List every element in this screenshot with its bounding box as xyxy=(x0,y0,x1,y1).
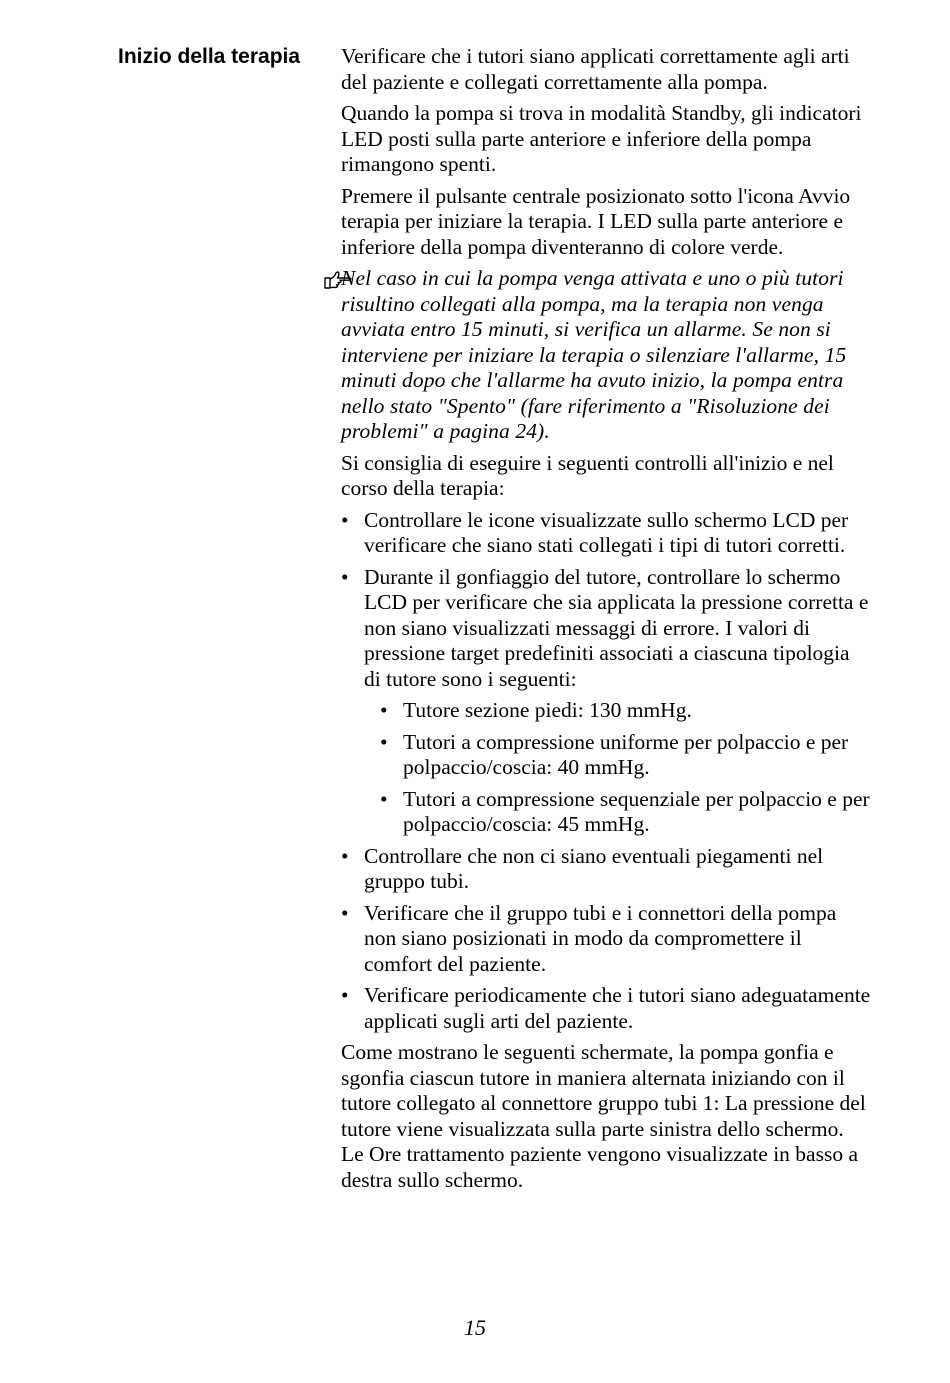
sub-list-item xyxy=(380,787,871,838)
paragraph: Come mostrano le seguenti schermate, la pompa gonfia e sgonfia ciascun tutore in maniera alternata iniziando con il tutore collegato al connettore gruppo tubi 1: La pressione del tutore viene visualizzata sulla parte sinistra dello schermo. Le Ore trattamento paziente vengono visualizzate in basso a destra sullo schermo. xyxy=(341,1040,866,1192)
list-item xyxy=(341,508,871,559)
list-item-text: Verificare periodicamente che i tutori siano adeguatamente applicati sugli arti del paziente. xyxy=(364,983,871,1033)
paragraph: Si consiglia di eseguire i seguenti controlli all'inizio e nel corso della terapia: xyxy=(341,450,834,500)
list-item xyxy=(341,565,871,838)
page-number: 15 xyxy=(464,1315,486,1340)
pressure-list xyxy=(364,698,871,838)
bullet-dot: • xyxy=(380,786,388,811)
list-item-text: Verificare che il gruppo tubi e i connettori della pompa non siano posizionati in modo da compromettere il comfort del paziente. xyxy=(364,900,837,976)
paragraph: Quando la pompa si trova in modalità Standby, gli indicatori LED posti sulla parte anteriore e inferiore della pompa rimangono spenti. xyxy=(341,101,862,176)
sub-list-item xyxy=(380,730,871,781)
list-item-text: Durante il gonfiaggio del tutore, controllare lo schermo LCD per verificare che sia applicata la pressione corretta e non siano visualizzati messaggi di errore. I valori di pressione target predefiniti associati a ciascuna tipologia di tutore sono i seguenti: xyxy=(364,564,869,691)
list-item xyxy=(341,983,871,1034)
sub-list-item-text: Tutori a compressione uniforme per polpaccio e per polpaccio/coscia: 40 mmHg. xyxy=(403,729,849,779)
list-item xyxy=(341,844,871,895)
list-item-text: Controllare le icone visualizzate sullo schermo LCD per verificare che siano stati collegati i tipi di tutori corretti. xyxy=(364,507,849,557)
bullet-dot: • xyxy=(341,564,349,589)
bullet-dot: • xyxy=(341,843,349,868)
pointing-hand-icon xyxy=(323,269,353,291)
content-column xyxy=(341,44,871,1199)
bullet-dot: • xyxy=(341,900,349,925)
sub-list-item-text: Tutore sezione piedi: 130 mmHg. xyxy=(403,698,692,722)
bullet-dot: • xyxy=(341,507,349,532)
note-block xyxy=(341,266,871,445)
list-item xyxy=(341,901,871,978)
note-text: Nel caso in cui la pompa venga attivata e uno o più tutori risultino collegati alla pompa, ma la terapia non venga avviata entro 15 minuti, si verifica un allarme. Se non si interviene per iniziare la terapia o silenziare l'allarme, 15 minuti dopo che l'allarme ha avuto inizio, la pompa entra nello stato "Spento" (fare riferimento a "Risoluzione dei problemi" a pagina 24). xyxy=(341,266,847,443)
section-heading: Inizio della terapia xyxy=(118,45,301,68)
list-item-text: Controllare che non ci siano eventuali piegamenti nel gruppo tubi. xyxy=(364,843,824,893)
bullet-dot: • xyxy=(380,729,388,754)
paragraph: Premere il pulsante centrale posizionato sotto l'icona Avvio terapia per iniziare la terapia. I LED sulla parte anteriore e inferiore della pompa diventeranno di colore verde. xyxy=(341,183,851,259)
sub-list-item-text: Tutori a compressione sequenziale per polpaccio e per polpaccio/coscia: 45 mmHg. xyxy=(403,786,870,836)
paragraph: Verificare che i tutori siano applicati correttamente agli arti del paziente e collegati correttamente alla pompa. xyxy=(341,44,850,94)
bullet-dot: • xyxy=(341,983,349,1007)
sub-list-item xyxy=(380,698,871,724)
bullet-dot: • xyxy=(380,698,388,722)
checks-list xyxy=(341,508,871,1035)
